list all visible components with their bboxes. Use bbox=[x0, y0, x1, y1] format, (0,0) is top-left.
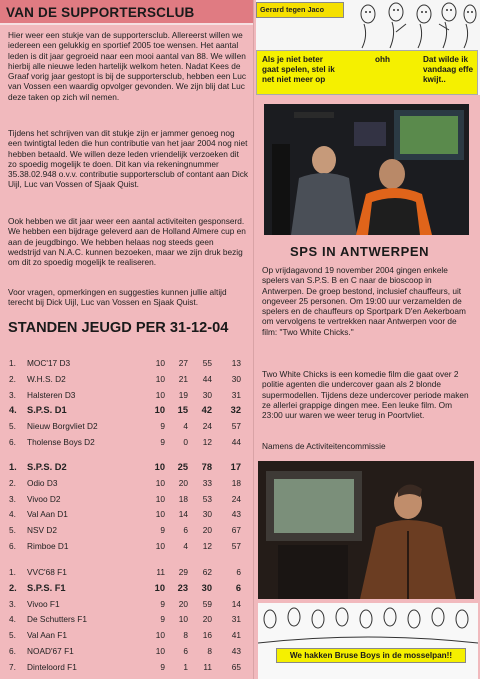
standings-title: STANDEN JEUGD PER 31-12-04 bbox=[8, 320, 229, 336]
rank-cell: 2. bbox=[9, 582, 17, 593]
goals-against-cell: 67 bbox=[231, 525, 241, 536]
points-cell: 1 bbox=[183, 661, 188, 672]
table-row bbox=[0, 628, 253, 644]
played-cell: 10 bbox=[155, 540, 165, 551]
played-cell: 10 bbox=[155, 389, 165, 400]
played-cell: 10 bbox=[155, 373, 165, 384]
points-cell: 4 bbox=[183, 421, 188, 432]
team-cell: De Schutters F1 bbox=[27, 614, 87, 625]
table-row bbox=[0, 539, 253, 555]
arcade-photo-illustration bbox=[264, 104, 469, 235]
rank-cell: 4. bbox=[9, 614, 16, 625]
points-cell: 15 bbox=[177, 405, 188, 416]
rank-cell: 2. bbox=[9, 477, 16, 488]
rank-cell: 6. bbox=[9, 436, 16, 447]
team-cell: Tholense Boys D2 bbox=[27, 436, 95, 447]
rank-cell: 1. bbox=[9, 567, 16, 577]
goals-against-cell: 57 bbox=[231, 421, 241, 432]
antwerpen-paragraph-1: Op vrijdagavond 19 november 2004 gingen enkele spelers van S.P.S. B en C naar de bioscoop in Antwerpen. De groep bestond, inclusief chauffeurs, uit ongeveer 25 personen. Om 19:00 uur verzamelden de spelers en de chauffeurs op Sportpark D'en Aekerboam om vervolgens te vertrekken naar Antwerpen voor de film: "Two White Chicks." bbox=[262, 265, 466, 337]
table-row bbox=[0, 388, 253, 404]
goals-against-cell: 43 bbox=[231, 645, 241, 656]
rank-cell: 4. bbox=[9, 405, 17, 416]
goals-for-cell: 53 bbox=[202, 493, 212, 504]
standings-table-d2 bbox=[0, 460, 253, 555]
goals-against-cell: 14 bbox=[231, 598, 241, 609]
points-cell: 6 bbox=[183, 525, 188, 536]
played-cell: 10 bbox=[154, 405, 165, 416]
goals-for-cell: 30 bbox=[202, 509, 212, 520]
played-cell: 9 bbox=[160, 598, 165, 609]
rank-cell: 3. bbox=[9, 598, 16, 609]
rank-cell: 3. bbox=[9, 493, 16, 504]
table-row bbox=[0, 372, 253, 388]
team-cell: VVC'68 F1 bbox=[27, 567, 67, 577]
table-row bbox=[0, 403, 253, 419]
goals-against-cell: 57 bbox=[231, 540, 241, 551]
rank-cell: 5. bbox=[9, 421, 16, 432]
speech-text-middle: ohh bbox=[375, 55, 391, 64]
signature-line: Namens de Activiteitencommissie bbox=[262, 441, 386, 451]
goals-for-cell: 8 bbox=[207, 645, 212, 656]
team-cell: Val Aan D1 bbox=[27, 509, 68, 520]
contribution-paragraph: Tijdens het schrijven van dit stukje zijn er jammer genoeg nog een twintigtal leden die hun contributie van het jaar 2004 nog niet hebben betaald. We willen deze leden vriendelijk verzoeken dit zo spoedig mogelijk te doen. Dit kan via rekeningnummer 35.38.02.948 o.v.v. contributie supportersclub of contant aan Dick Uijl, Luc van Vossen of Sjaak Quist. bbox=[8, 128, 248, 190]
played-cell: 10 bbox=[155, 645, 165, 656]
rank-cell: 1. bbox=[9, 462, 17, 472]
rank-cell: 5. bbox=[9, 525, 16, 536]
goals-for-cell: 62 bbox=[202, 567, 212, 577]
rank-cell: 2. bbox=[9, 373, 16, 384]
cinema-photo-illustration bbox=[258, 461, 474, 599]
goals-against-cell: 13 bbox=[231, 358, 241, 368]
rank-cell: 6. bbox=[9, 540, 16, 551]
played-cell: 10 bbox=[155, 509, 165, 520]
points-cell: 20 bbox=[178, 598, 188, 609]
activities-paragraph: Ook hebben we dit jaar weer een aantal activiteiten gesponserd. We hebben een bijdrage geleverd aan de Holland Almere cup en aan de jeugdbingo. We hebben helaas nog steeds geen wedstrijd van N.A.C. kunnen bezoeken, maar we zijn druk bezig om dit zo spoedig mogelijk te realiseren. bbox=[8, 216, 246, 268]
points-cell: 10 bbox=[178, 614, 188, 625]
antwerpen-paragraph-2: Two White Chicks is een komedie film die gaat over 2 politie agenten die undercover gaan als 2 blonde supermodellen. Tijdens deze undercover periode maken ze allerlei grappige dingen mee. Een leuke film. Om 23:00 uur waren we weer terug in Poortvliet. bbox=[262, 369, 469, 421]
points-cell: 29 bbox=[178, 567, 188, 577]
played-cell: 10 bbox=[154, 462, 165, 472]
team-cell: Vivoo D2 bbox=[27, 493, 61, 504]
team-cell: S.P.S. F1 bbox=[27, 582, 66, 593]
team-cell: Nieuw Borgvliet D2 bbox=[27, 421, 98, 432]
team-cell: Odio D3 bbox=[27, 477, 58, 488]
goals-for-cell: 55 bbox=[202, 358, 212, 368]
table-row bbox=[0, 581, 253, 597]
played-cell: 10 bbox=[155, 630, 165, 641]
points-cell: 21 bbox=[178, 373, 188, 384]
table-row bbox=[0, 507, 253, 523]
team-cell: NOAD'67 F1 bbox=[27, 645, 74, 656]
goals-against-cell: 43 bbox=[231, 509, 241, 520]
team-cell: S.P.S. D1 bbox=[27, 405, 67, 416]
goals-against-cell: 32 bbox=[230, 405, 241, 416]
rank-cell: 4. bbox=[9, 509, 16, 520]
played-cell: 11 bbox=[156, 567, 165, 577]
goals-for-cell: 12 bbox=[202, 436, 212, 447]
supportersclub-title: VAN DE SUPPORTERSCLUB bbox=[6, 5, 195, 20]
cartoon-label: Gerard tegen Jaco bbox=[256, 2, 344, 18]
points-cell: 19 bbox=[178, 389, 188, 400]
rank-cell: 7. bbox=[9, 661, 16, 672]
team-cell: NSV D2 bbox=[27, 525, 57, 536]
goals-for-cell: 33 bbox=[202, 477, 212, 488]
goals-for-cell: 59 bbox=[202, 598, 212, 609]
points-cell: 20 bbox=[178, 477, 188, 488]
team-cell: MOC'17 D3 bbox=[27, 358, 71, 368]
points-cell: 4 bbox=[183, 540, 188, 551]
played-cell: 9 bbox=[160, 421, 165, 432]
goals-against-cell: 44 bbox=[231, 436, 241, 447]
goals-for-cell: 16 bbox=[202, 630, 212, 641]
goals-for-cell: 20 bbox=[202, 614, 212, 625]
sps-antwerpen-title: SPS IN ANTWERPEN bbox=[290, 244, 430, 259]
table-row bbox=[0, 356, 253, 372]
points-cell: 23 bbox=[177, 582, 188, 593]
bottom-cartoon bbox=[258, 603, 478, 679]
table-row bbox=[0, 597, 253, 613]
goals-against-cell: 18 bbox=[231, 477, 241, 488]
table-row bbox=[0, 492, 253, 508]
team-cell: S.P.S. D2 bbox=[27, 462, 67, 472]
column-divider bbox=[253, 0, 254, 679]
bottom-cartoon-illustration bbox=[258, 603, 478, 649]
points-cell: 25 bbox=[177, 462, 188, 472]
goals-against-cell: 31 bbox=[231, 389, 241, 400]
goals-against-cell: 24 bbox=[231, 493, 241, 504]
speech-banner bbox=[256, 50, 478, 95]
rank-cell: 5. bbox=[9, 630, 16, 641]
table-row bbox=[0, 460, 253, 476]
intro-paragraph: Hier weer een stukje van de supportersclub. Allereerst willen we iedereen een gelukkig en sportief 2005 toe wensen. Het aantal leden is dit jaar gegroeid naar een mooi aantal van 88. We willen hierbij alle nieuwe leden hartelijk welkom heten. Nadat Kees de Graaf vorig jaar gestopt is bij de supportersclub, hebben een Luc van Vossen een waardig opvolger gevonden. We zijn blij dat Luc deze taken op zich wil nemen. bbox=[8, 30, 246, 102]
goals-for-cell: 42 bbox=[201, 405, 212, 416]
goals-for-cell: 11 bbox=[203, 661, 212, 672]
team-cell: Rimboe D1 bbox=[27, 540, 69, 551]
goals-for-cell: 78 bbox=[201, 462, 212, 472]
points-cell: 18 bbox=[178, 493, 188, 504]
played-cell: 9 bbox=[160, 436, 165, 447]
team-cell: Halsteren D3 bbox=[27, 389, 76, 400]
goals-against-cell: 6 bbox=[235, 582, 241, 593]
points-cell: 0 bbox=[183, 436, 188, 447]
table-row bbox=[0, 476, 253, 492]
team-cell: Vivoo F1 bbox=[27, 598, 60, 609]
table-row bbox=[0, 612, 253, 628]
goals-for-cell: 20 bbox=[202, 525, 212, 536]
played-cell: 10 bbox=[155, 477, 165, 488]
standings-table-d3 bbox=[0, 356, 253, 451]
goals-against-cell: 65 bbox=[231, 661, 241, 672]
goals-against-cell: 30 bbox=[231, 373, 241, 384]
bottom-caption: We hakken Bruse Boys in de mosselpan!! bbox=[276, 648, 466, 663]
table-row bbox=[0, 523, 253, 539]
arcade-photo bbox=[264, 104, 469, 235]
table-row bbox=[0, 419, 253, 435]
played-cell: 9 bbox=[160, 525, 165, 536]
team-cell: Val Aan F1 bbox=[27, 630, 67, 641]
table-row bbox=[0, 660, 253, 676]
played-cell: 10 bbox=[154, 582, 165, 593]
speech-text-right: Dat wilde ik vandaag effe kwijt.. bbox=[423, 55, 474, 84]
goals-for-cell: 12 bbox=[202, 540, 212, 551]
rank-cell: 3. bbox=[9, 389, 16, 400]
points-cell: 8 bbox=[183, 630, 188, 641]
supportersclub-header bbox=[0, 0, 253, 25]
goals-against-cell: 6 bbox=[236, 567, 241, 577]
goals-against-cell: 31 bbox=[231, 614, 241, 625]
cinema-photo bbox=[258, 461, 474, 599]
rank-cell: 1. bbox=[9, 358, 16, 368]
goals-for-cell: 30 bbox=[201, 582, 212, 593]
table-row bbox=[0, 644, 253, 660]
table-row bbox=[0, 435, 253, 451]
played-cell: 9 bbox=[160, 614, 165, 625]
goals-for-cell: 30 bbox=[202, 389, 212, 400]
rank-cell: 6. bbox=[9, 645, 16, 656]
played-cell: 9 bbox=[160, 661, 165, 672]
contact-paragraph: Voor vragen, opmerkingen en suggesties kunnen jullie altijd terecht bij Dick Uijl, Luc van Vossen en Sjaak Quist. bbox=[8, 287, 227, 308]
goals-for-cell: 44 bbox=[202, 373, 212, 384]
goals-for-cell: 24 bbox=[202, 421, 212, 432]
team-cell: Dinteloord F1 bbox=[27, 661, 77, 672]
points-cell: 27 bbox=[178, 358, 188, 368]
team-cell: W.H.S. D2 bbox=[27, 373, 66, 384]
points-cell: 6 bbox=[183, 645, 188, 656]
table-row bbox=[0, 565, 253, 581]
goals-against-cell: 41 bbox=[231, 630, 241, 641]
standings-table-f1 bbox=[0, 565, 253, 676]
speech-text-left: Als je niet beter gaat spelen, stel ik net niet meer op bbox=[262, 55, 335, 84]
goals-against-cell: 17 bbox=[230, 462, 241, 472]
played-cell: 10 bbox=[155, 358, 165, 368]
points-cell: 14 bbox=[178, 509, 188, 520]
played-cell: 10 bbox=[155, 493, 165, 504]
